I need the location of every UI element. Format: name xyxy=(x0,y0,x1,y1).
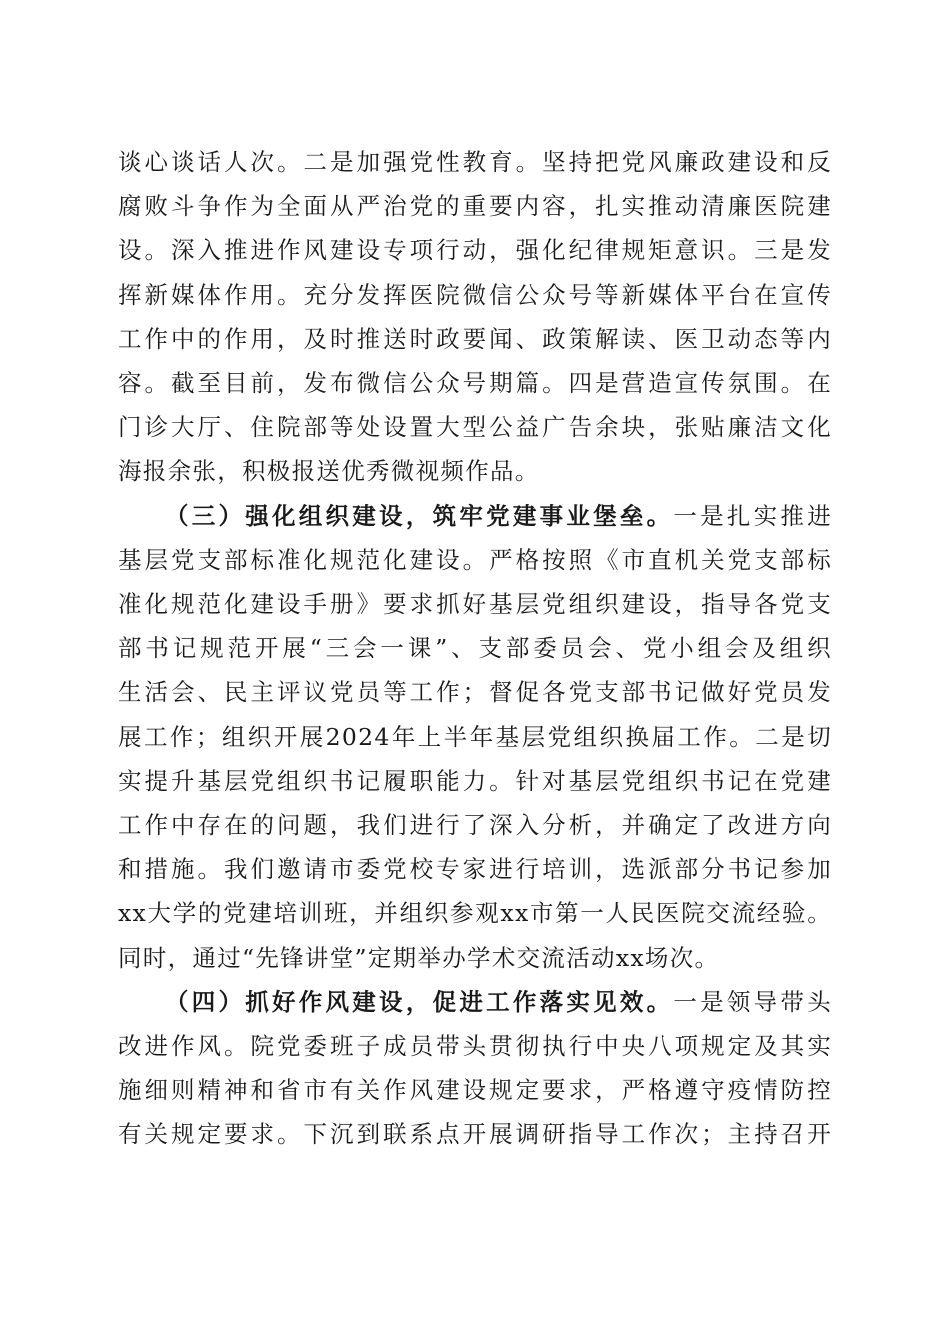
text-line: 基层党支部标准化规范化建设。严格按照《市直机关党支部标 xyxy=(118,545,832,574)
text-line: 有关规定要求。下沉到联系点开展调研指导工作次；主持召开 xyxy=(118,1120,832,1149)
text-line: 腐败斗争作为全面从严治党的重要内容，扎实推动清廉医院建 xyxy=(118,192,832,221)
section-heading: （四）抓好作风建设，促进工作落实见效。 xyxy=(165,987,674,1016)
text-line: 改进作风。院党委班子成员带头贯彻执行中央八项规定及其实 xyxy=(118,1032,832,1061)
paragraph-organization xyxy=(118,494,832,980)
text-line: 准化规范化建设手册》要求抓好基层党组织建设，指导各党支 xyxy=(118,590,832,619)
text-line: 生活会、民主评议党员等工作；督促各党支部书记做好党员发 xyxy=(118,678,832,707)
text-line: 门诊大厅、住院部等处设置大型公益广告余块，张贴廉洁文化 xyxy=(118,413,832,442)
text-line xyxy=(118,980,832,1024)
text-line: 海报余张，积极报送优秀微视频作品。 xyxy=(118,457,540,486)
text-line: 工作中的作用，及时推送时政要闻、政策解读、医卫动态等内 xyxy=(118,324,832,353)
text-line: 部书记规范开展“三会一课”、支部委员会、党小组会及组织 xyxy=(118,634,832,663)
text-line: 同时，通过“先锋讲堂”定期举办学术交流活动xx场次。 xyxy=(118,943,720,972)
text-line: 设。深入推进作风建设专项行动，强化纪律规矩意识。三是发 xyxy=(118,236,832,265)
text-line: 容。截至目前，发布微信公众号期篇。四是营造宣传氛围。在 xyxy=(118,369,832,398)
text-line: 施细则精神和省市有关作风建设规定要求，严格遵守疫情防控 xyxy=(118,1076,832,1105)
text-line: 工作中存在的问题，我们进行了深入分析，并确定了改进方向 xyxy=(118,811,832,840)
text-line: 展工作；组织开展2024年上半年基层党组织换届工作。二是切 xyxy=(118,722,832,751)
paragraph-work-style xyxy=(118,980,832,1157)
text-line: 挥新媒体作用。充分发挥医院微信公众号等新媒体平台在宣传 xyxy=(118,280,832,309)
text-line: 实提升基层党组织书记履职能力。针对基层党组织书记在党建 xyxy=(118,766,832,795)
text-line: 谈心谈话人次。二是加强党性教育。坚持把党风廉政建设和反 xyxy=(118,148,832,176)
text-line xyxy=(118,494,832,538)
text-run: 一是领导带头 xyxy=(673,987,832,1016)
text-run: 一是扎实推进 xyxy=(673,501,832,530)
text-line: xx大学的党建培训班，并组织参观xx市第一人民医院交流经验。 xyxy=(118,899,832,928)
section-heading: （三）强化组织建设，筑牢党建事业堡垒。 xyxy=(165,501,674,530)
text-line: 和措施。我们邀请市委党校专家进行培训，选派部分书记参加 xyxy=(118,855,832,884)
document-page xyxy=(118,140,832,1157)
paragraph-propaganda xyxy=(118,140,832,494)
